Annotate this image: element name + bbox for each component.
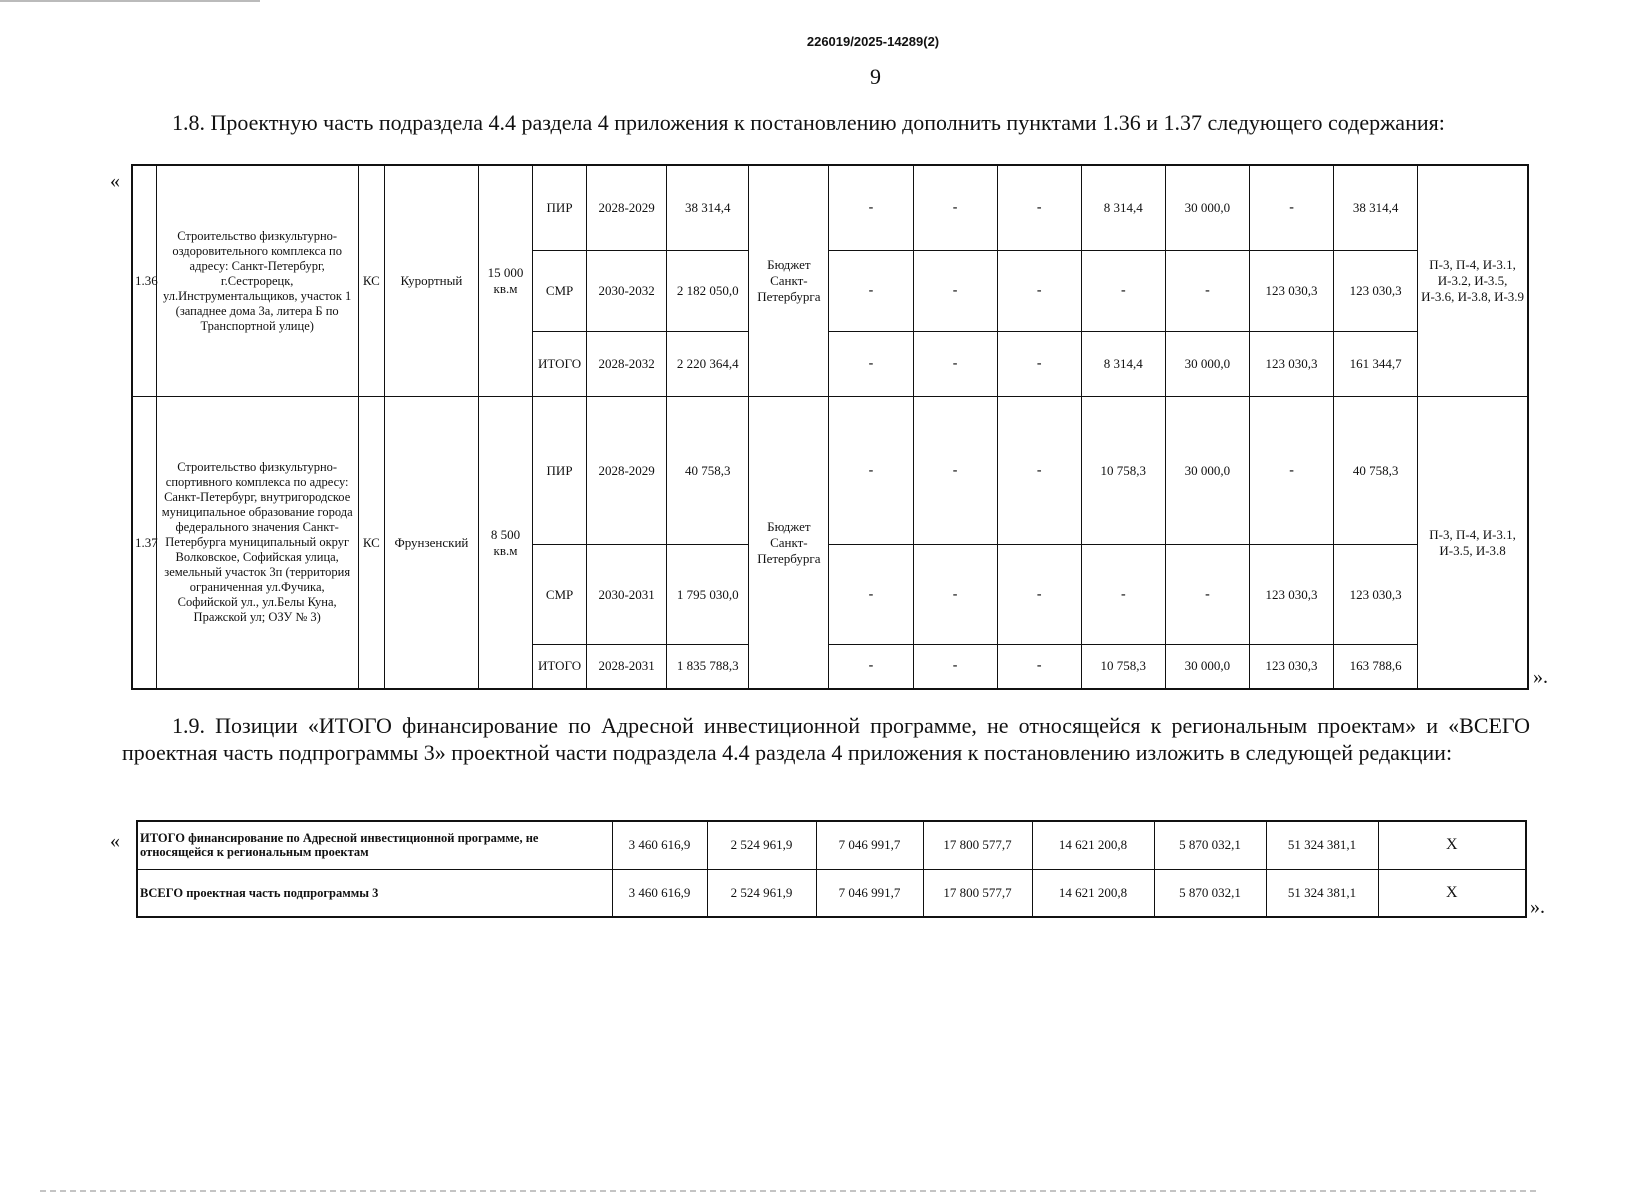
- year-4: 10 758,3: [1081, 397, 1165, 545]
- cost: 40 758,3: [667, 397, 749, 545]
- indicators: П-3, П-4, И-3.1, И-3.2, И-3.5, И-3.6, И-3.8, И-3.9: [1418, 165, 1528, 397]
- year-3: -: [997, 332, 1081, 397]
- totals-value: 5 870 032,1: [1154, 869, 1266, 917]
- row-total: 38 314,4: [1334, 165, 1418, 250]
- totals-value: 17 800 577,7: [923, 869, 1032, 917]
- scan-artifact-top: [0, 0, 260, 2]
- year-2: -: [913, 332, 997, 397]
- cost: 2 220 364,4: [667, 332, 749, 397]
- totals-label: ИТОГО финансирование по Адресной инвестиционной программе, не относящейся к региональным проектам: [137, 821, 612, 869]
- year-1: -: [829, 397, 913, 545]
- stage: ИТОГО: [533, 332, 587, 397]
- project-capacity: 15 000 кв.м: [478, 165, 532, 397]
- paragraph-1-9: 1.9. Позиции «ИТОГО финансирование по Адресной инвестиционной программе, не относящейся к региональным проектам» и «ВСЕГО проектная часть подпрограммы 3» проектной части подраздела 4.4 раздела 4 приложения к постановлению изложить в следующей редакции:: [122, 713, 1530, 765]
- totals-value: 3 460 616,9: [612, 869, 707, 917]
- project-name: Строительство физкультурно-оздоровительного комплекса по адресу: Санкт-Петербург, г.Сестрорецк, ул.Инструментальщиков, участок 1 (западнее дома 3а, литера Б по Транспортной улице): [156, 165, 358, 397]
- scan-artifact-bottom: [40, 1190, 1540, 1192]
- stage: ПИР: [533, 397, 587, 545]
- table-row: [132, 397, 1528, 545]
- totals-value: 7 046 991,7: [816, 821, 923, 869]
- year-1: -: [829, 250, 913, 331]
- totals-value: 2 524 961,9: [707, 869, 816, 917]
- table-row: [132, 165, 1528, 250]
- project-type: КС: [358, 397, 384, 689]
- year-6: 123 030,3: [1249, 250, 1333, 331]
- period: 2028-2029: [587, 397, 667, 545]
- project-type: КС: [358, 165, 384, 397]
- year-5: 30 000,0: [1165, 332, 1249, 397]
- year-3: -: [997, 165, 1081, 250]
- totals-value: 17 800 577,7: [923, 821, 1032, 869]
- year-6: 123 030,3: [1249, 545, 1333, 645]
- year-5: 30 000,0: [1165, 644, 1249, 689]
- totals-x: Х: [1378, 869, 1526, 917]
- period: 2030-2031: [587, 545, 667, 645]
- year-5: -: [1165, 545, 1249, 645]
- project-district: Фрунзенский: [384, 397, 478, 689]
- totals-table: [136, 820, 1527, 918]
- row-total: 163 788,6: [1334, 644, 1418, 689]
- table-row: [137, 821, 1526, 869]
- cost: 2 182 050,0: [667, 250, 749, 331]
- indicators: П-3, П-4, И-3.1, И-3.5, И-3.8: [1418, 397, 1528, 689]
- year-3: -: [997, 644, 1081, 689]
- period: 2028-2029: [587, 165, 667, 250]
- year-3: -: [997, 250, 1081, 331]
- totals-value: 2 524 961,9: [707, 821, 816, 869]
- funding-source: Бюджет Санкт-Петербурга: [749, 165, 829, 397]
- year-4: -: [1081, 250, 1165, 331]
- project-number: 1.36: [132, 165, 156, 397]
- year-1: -: [829, 165, 913, 250]
- totals-value: 5 870 032,1: [1154, 821, 1266, 869]
- year-6: -: [1249, 165, 1333, 250]
- cost: 1 835 788,3: [667, 644, 749, 689]
- year-2: -: [913, 165, 997, 250]
- totals-value: 7 046 991,7: [816, 869, 923, 917]
- stage: СМР: [533, 545, 587, 645]
- cost: 1 795 030,0: [667, 545, 749, 645]
- project-capacity: 8 500 кв.м: [478, 397, 532, 689]
- period: 2030-2032: [587, 250, 667, 331]
- row-total: 40 758,3: [1334, 397, 1418, 545]
- year-3: -: [997, 397, 1081, 545]
- cost: 38 314,4: [667, 165, 749, 250]
- row-total: 161 344,7: [1334, 332, 1418, 397]
- year-5: -: [1165, 250, 1249, 331]
- year-5: 30 000,0: [1165, 165, 1249, 250]
- totals-value: 51 324 381,1: [1266, 869, 1378, 917]
- totals-x: Х: [1378, 821, 1526, 869]
- quote-close-1: ».: [1533, 666, 1548, 688]
- document-number: 226019/2025-14289(2): [806, 34, 940, 49]
- page-number: 9: [870, 64, 881, 89]
- year-2: -: [913, 250, 997, 331]
- project-district: Курортный: [384, 165, 478, 397]
- year-2: -: [913, 397, 997, 545]
- year-4: 10 758,3: [1081, 644, 1165, 689]
- year-5: 30 000,0: [1165, 397, 1249, 545]
- stage: ПИР: [533, 165, 587, 250]
- stage: СМР: [533, 250, 587, 331]
- stage: ИТОГО: [533, 644, 587, 689]
- year-2: -: [913, 644, 997, 689]
- row-total: 123 030,3: [1334, 250, 1418, 331]
- row-total: 123 030,3: [1334, 545, 1418, 645]
- year-1: -: [829, 545, 913, 645]
- year-4: -: [1081, 545, 1165, 645]
- year-2: -: [913, 545, 997, 645]
- year-1: -: [829, 332, 913, 397]
- paragraph-1-8: 1.8. Проектную часть подраздела 4.4 раздела 4 приложения к постановлению дополнить пунктами 1.36 и 1.37 следующего содержания:: [172, 110, 1445, 135]
- year-6: -: [1249, 397, 1333, 545]
- period: 2028-2032: [587, 332, 667, 397]
- quote-open-2: «: [110, 830, 120, 852]
- year-1: -: [829, 644, 913, 689]
- totals-value: 51 324 381,1: [1266, 821, 1378, 869]
- projects-table: [131, 164, 1529, 690]
- quote-close-2: ».: [1530, 896, 1545, 918]
- project-name: Строительство физкультурно-спортивного комплекса по адресу: Санкт-Петербург, внутригородское муниципальное образование города федерального значения Санкт-Петербурга муниципальный округ Волковское, Софийская улица, земельный участок 3п (территория ограниченная ул.Фучика, Софийской ул., ул.Белы Куна, Пражской ул; ОЗУ № 3): [156, 397, 358, 689]
- period: 2028-2031: [587, 644, 667, 689]
- year-4: 8 314,4: [1081, 332, 1165, 397]
- totals-value: 3 460 616,9: [612, 821, 707, 869]
- totals-value: 14 621 200,8: [1032, 821, 1154, 869]
- year-6: 123 030,3: [1249, 332, 1333, 397]
- totals-label: ВСЕГО проектная часть подпрограммы 3: [137, 869, 612, 917]
- year-3: -: [997, 545, 1081, 645]
- project-number: 1.37: [132, 397, 156, 689]
- year-4: 8 314,4: [1081, 165, 1165, 250]
- quote-open-1: «: [110, 170, 120, 192]
- year-6: 123 030,3: [1249, 644, 1333, 689]
- totals-value: 14 621 200,8: [1032, 869, 1154, 917]
- table-row: [137, 869, 1526, 917]
- funding-source: Бюджет Санкт-Петербурга: [749, 397, 829, 689]
